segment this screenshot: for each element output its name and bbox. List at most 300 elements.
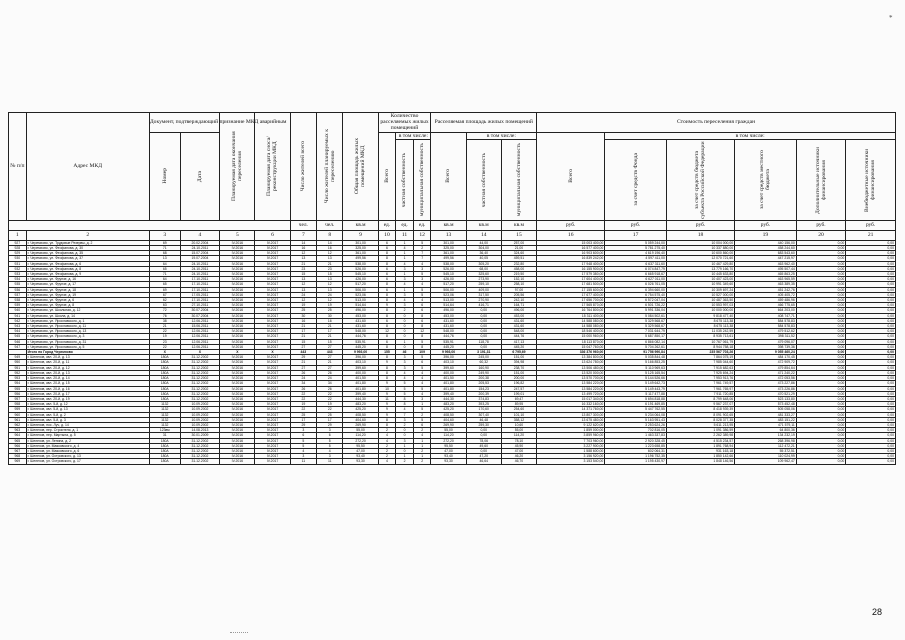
table-cell: 0,00 xyxy=(796,365,846,370)
table-cell: 93,30 xyxy=(431,459,466,464)
table-cell: IV.2017 xyxy=(255,287,290,292)
table-cell: 425,20 xyxy=(343,407,378,412)
table-cell: 444,76 xyxy=(343,334,378,339)
table-cell: 445,20 xyxy=(501,344,536,349)
table-cell: 396,00 xyxy=(343,355,378,360)
table-cell: 49,60 xyxy=(466,443,501,448)
table-cell: 10 487 363,50 xyxy=(666,298,734,303)
header-area-total: Общая площадь жилых помещений МКД xyxy=(343,113,378,221)
table-cell: 68,00 xyxy=(466,266,501,271)
table-cell: 301,00 xyxy=(343,240,378,245)
table-cell: IV.2016 xyxy=(220,454,255,459)
table-cell: 0,00 xyxy=(846,428,896,433)
table-cell: г. Черемхово, ул. Фрунзе, д. 18 xyxy=(26,287,149,292)
table-cell: 466 775,65 xyxy=(735,303,797,308)
table-cell: 3 156 920,00 xyxy=(537,454,605,459)
table-cell: 13 584 220,00 xyxy=(537,381,605,386)
table-cell: 3 xyxy=(396,438,414,443)
table-cell: 180A xyxy=(149,386,180,391)
table-cell: 444,30 xyxy=(343,396,378,401)
table-cell: 5 329 568,67 xyxy=(605,318,667,323)
table-cell: г. Черемхово, ул. Фрунзе, д. 19 xyxy=(26,292,149,297)
table-cell: 7 031 644,79 xyxy=(605,329,667,334)
table-cell: 44,00 xyxy=(466,240,501,245)
table-cell: 2 262 389,98 xyxy=(666,433,734,438)
table-cell: 13 499 720,00 xyxy=(537,391,605,396)
table-cell: 942 xyxy=(9,318,27,323)
table-cell: 26 xyxy=(317,386,343,391)
column-number: 2 xyxy=(26,230,149,240)
table-cell: 952 xyxy=(9,370,27,375)
table-cell: 5 781 275,40 xyxy=(605,246,667,251)
column-number: 14 xyxy=(466,230,501,240)
table-cell: 95,50 xyxy=(431,443,466,448)
table-cell: 2 xyxy=(396,459,414,464)
table-cell: 0,00 xyxy=(846,313,896,318)
table-cell: 180A xyxy=(149,459,180,464)
table-cell: 11 xyxy=(290,459,316,464)
table-cell: 479 854,64 xyxy=(735,365,797,370)
table-cell: 401,80 xyxy=(343,381,378,386)
column-number: 5 xyxy=(220,230,255,240)
table-cell: 0,00 xyxy=(466,428,501,433)
table-cell: 123вм xyxy=(149,428,180,433)
table-cell: 152,10 xyxy=(501,277,536,282)
table-cell: 6 074 847,79 xyxy=(605,266,667,271)
table-cell: 180A xyxy=(149,365,180,370)
table-cell: 78,10 xyxy=(501,438,536,443)
table-cell: 0,00 xyxy=(846,256,896,261)
table-cell: 956 xyxy=(9,391,27,396)
table-header xyxy=(9,113,896,231)
table-cell: IV.2016 xyxy=(220,355,255,360)
table-cell: 10.09.2002 xyxy=(180,422,220,427)
table-cell: 545,10 xyxy=(431,272,466,277)
table-cell: 154,23 xyxy=(466,386,501,391)
table-cell: 16 764 800,00 xyxy=(537,308,605,313)
table-cell: 18 113 870,00 xyxy=(537,339,605,344)
table-cell: 29 xyxy=(290,422,316,427)
table-cell: 15 xyxy=(290,272,316,277)
table-cell: 17 948 400,00 xyxy=(537,261,605,266)
table-cell: 5 035 844,48 xyxy=(605,355,667,360)
table-cell: 2 xyxy=(378,428,396,433)
table-cell: 1132 xyxy=(149,402,180,407)
table-cell: г. Черемхово, ул. Ярославского, д. 5 xyxy=(26,344,149,349)
table-cell: 12 xyxy=(317,298,343,303)
table-cell: IV.2016 xyxy=(220,329,255,334)
table-cell: 483,20 xyxy=(343,402,378,407)
table-cell: X xyxy=(220,350,255,355)
table-cell: IV.2016 xyxy=(220,339,255,344)
table-cell: 2 xyxy=(396,308,414,313)
table-cell: 258,10 xyxy=(501,282,536,287)
table-cell: 14.08.2013 xyxy=(180,428,220,433)
table-cell: 46,64 xyxy=(466,459,501,464)
unit-cell: руб. xyxy=(735,220,797,230)
table-cell: 8 xyxy=(413,334,431,339)
table-cell: 443 xyxy=(290,350,316,355)
table-cell: 151,00 xyxy=(501,355,536,360)
table-cell: IV.2017 xyxy=(255,355,290,360)
table-cell: 7 985 044,60 xyxy=(666,360,734,365)
table-cell: 71 xyxy=(149,246,180,251)
table-cell: 5 166 853,25 xyxy=(605,360,667,365)
header-count-private: частная собственность xyxy=(396,139,414,220)
table-cell: 254,60 xyxy=(501,407,536,412)
table-cell: 399,40 xyxy=(431,391,466,396)
table-cell: г. Черемхово, ул. Ярославского, д. 13 xyxy=(26,329,149,334)
table-cell: 12 xyxy=(290,298,316,303)
table-cell: 31.12.2002 xyxy=(180,381,220,386)
header-planned-date: Планируемая дата окончания переселения xyxy=(220,113,255,221)
table-cell: IV.2016 xyxy=(220,246,255,251)
table-cell: 0,00 xyxy=(846,303,896,308)
table-cell: 26 xyxy=(290,386,316,391)
table-cell: 514,64 xyxy=(343,303,378,308)
table-cell: 6 xyxy=(378,318,396,323)
table-cell: 953 xyxy=(9,376,27,381)
table-cell: 5 xyxy=(413,287,431,292)
table-cell: 506,00 xyxy=(343,287,378,292)
table-cell: 958 xyxy=(9,402,27,407)
table-cell: 458,00 xyxy=(501,266,536,271)
table-cell: 399,60 xyxy=(343,365,378,370)
table-cell: 0,00 xyxy=(846,438,896,443)
table-cell: 2 xyxy=(396,422,414,427)
column-number: 15 xyxy=(501,230,536,240)
table-cell: 2 xyxy=(378,443,396,448)
table-cell: 1 xyxy=(413,454,431,459)
table-cell: 24 xyxy=(317,376,343,381)
table-cell: 3 xyxy=(396,355,414,360)
table-cell: 5 125 165,54 xyxy=(605,370,667,375)
header-residents-planned: Число жителей планируемых к переселению xyxy=(317,113,343,221)
table-cell: 483,20 xyxy=(431,402,466,407)
register-sheet xyxy=(8,112,896,465)
table-cell: 4 515 234,57 xyxy=(666,438,734,443)
table-cell: 21 xyxy=(317,360,343,365)
table-cell: 5 991 336,04 xyxy=(605,308,667,313)
table-cell: 0,00 xyxy=(796,412,846,417)
table-cell: 180A xyxy=(149,448,180,453)
table-cell: 7 911 720,85 xyxy=(666,391,734,396)
table-cell: 0,00 xyxy=(846,448,896,453)
table-cell: IV.2016 xyxy=(220,292,255,297)
table-cell: 22 xyxy=(149,329,180,334)
table-cell: 513,00 xyxy=(343,298,378,303)
table-cell: 1 463 337,83 xyxy=(605,433,667,438)
table-cell: 13 520 000,00 xyxy=(537,370,605,375)
units-row xyxy=(9,220,896,230)
table-cell: 26 xyxy=(290,370,316,375)
table-cell: 19 xyxy=(290,303,316,308)
table-cell: 269,90 xyxy=(431,422,466,427)
table-cell: 0,00 xyxy=(796,438,846,443)
table-cell: 27 xyxy=(290,365,316,370)
table-cell: 1 850 142,66 xyxy=(666,454,734,459)
table-cell: 47,00 xyxy=(501,448,536,453)
table-cell: 0,00 xyxy=(466,433,501,438)
table-cell: 0,00 xyxy=(846,334,896,339)
table-cell: 200,38 xyxy=(466,376,501,381)
table-cell: 4 xyxy=(396,282,414,287)
table-cell: 5 xyxy=(396,381,414,386)
table-cell: 30.07.2004 xyxy=(180,308,220,313)
table-cell: 21 xyxy=(317,261,343,266)
table-cell: IV.2017 xyxy=(255,251,290,256)
table-cell: г. Шелехов, пер. Мартына, д. 5 xyxy=(26,433,149,438)
table-cell: 93,40 xyxy=(343,454,378,459)
header-area-private: частная собственность xyxy=(466,139,501,220)
column-number: 18 xyxy=(666,230,734,240)
table-cell: IV.2017 xyxy=(255,256,290,261)
table-cell: 8 xyxy=(413,344,431,349)
table-cell: IV.2016 xyxy=(220,272,255,277)
table-cell: 13 xyxy=(317,287,343,292)
table-cell: 64 xyxy=(149,277,180,282)
table-cell: IV.2016 xyxy=(220,428,255,433)
column-number: 1 xyxy=(9,230,27,240)
table-cell: 4 xyxy=(290,448,316,453)
table-cell: 12 xyxy=(290,251,316,256)
table-cell: 484 170,45 xyxy=(735,355,797,360)
table-cell: 0,00 xyxy=(796,344,846,349)
table-cell: 10 000 000,00 xyxy=(666,308,734,313)
table-cell: 931 163,18 xyxy=(666,448,734,453)
table-cell: 3 253 624,26 xyxy=(605,422,667,427)
table-cell: г. Шелехов, ул. Островского, д. 17 xyxy=(26,459,149,464)
table-cell: 19 xyxy=(317,402,343,407)
table-cell: 5 704 262,61 xyxy=(605,344,667,349)
table-cell: 7 864 075,19 xyxy=(666,355,734,360)
table-cell: 10 445 633,80 xyxy=(666,272,734,277)
table-cell: 4 xyxy=(413,376,431,381)
table-cell: 0,00 xyxy=(796,422,846,427)
table-cell: 683 543,60 xyxy=(735,251,797,256)
table-cell: 7 xyxy=(396,412,414,417)
table-cell: 31.12.2002 xyxy=(180,386,220,391)
table-cell: 8 xyxy=(378,344,396,349)
table-cell: 6 637 311,60 xyxy=(605,261,667,266)
table-cell: 24 xyxy=(317,292,343,297)
table-cell: 63 xyxy=(149,303,180,308)
unit-cell: ед. xyxy=(396,220,414,230)
table-cell: 15 000 960,00 xyxy=(537,334,605,339)
table-cell: 1 196 752,35 xyxy=(605,454,667,459)
table-cell: 8 xyxy=(378,365,396,370)
table-cell: 358,12 xyxy=(501,417,536,422)
table-cell: 2 xyxy=(413,459,431,464)
table-cell: IV.2017 xyxy=(255,459,290,464)
table-cell: 19.07.2004 xyxy=(180,256,220,261)
table-cell: 68 xyxy=(149,251,180,256)
table-cell: 8 xyxy=(378,355,396,360)
table-cell: 24.10.2011 xyxy=(180,261,220,266)
table-cell: 10 467 429,80 xyxy=(666,261,734,266)
table-cell: 65 xyxy=(149,282,180,287)
table-cell: 1 xyxy=(396,454,414,459)
table-cell: 0,00 xyxy=(846,407,896,412)
table-cell: IV.2016 xyxy=(220,433,255,438)
table-cell: IV.2017 xyxy=(255,272,290,277)
table-cell: 14 xyxy=(290,240,316,245)
table-cell: г. Черемхово, ул. Ярославского, д. 11 xyxy=(26,324,149,329)
table-cell: 16 xyxy=(290,246,316,251)
table-cell: 325,60 xyxy=(466,272,501,277)
table-cell: 965 xyxy=(9,438,27,443)
table-cell: 301,00 xyxy=(431,240,466,245)
table-cell: IV.2016 xyxy=(220,303,255,308)
table-cell: 401,80 xyxy=(431,386,466,391)
table-cell: 9 122 620,00 xyxy=(537,422,605,427)
table-cell: 62 xyxy=(149,298,180,303)
table-cell: 959 xyxy=(9,407,27,412)
table-cell: 0,00 xyxy=(796,318,846,323)
table-cell: 0,00 xyxy=(466,318,501,323)
table-cell: 463 389,35 xyxy=(735,282,797,287)
unit-cell: руб. xyxy=(796,220,846,230)
table-cell: 180A xyxy=(149,370,180,375)
table-cell: 7 xyxy=(413,251,431,256)
table-cell: 545,10 xyxy=(343,272,378,277)
table-cell: 3 xyxy=(413,266,431,271)
table-cell: 15.06.2011 xyxy=(180,324,220,329)
table-cell: 0,00 xyxy=(846,391,896,396)
table-cell: 5 xyxy=(413,292,431,297)
table-cell: 513,00 xyxy=(431,298,466,303)
table-cell: 928 xyxy=(9,246,27,251)
table-cell: 5 xyxy=(413,272,431,277)
table-cell: 0,00 xyxy=(796,370,846,375)
table-cell: 27 xyxy=(317,355,343,360)
table-cell: 22 xyxy=(317,391,343,396)
table-cell: 11 035 242,59 xyxy=(666,329,734,334)
table-cell: 483 151,22 xyxy=(735,417,797,422)
table-cell: 0,00 xyxy=(846,443,896,448)
table-cell: 15 047 760,00 xyxy=(537,344,605,349)
table-cell: 219,50 xyxy=(501,272,536,277)
column-number: 9 xyxy=(343,230,378,240)
table-cell: 3 xyxy=(396,303,414,308)
table-cell: 6 xyxy=(290,433,316,438)
table-cell: 31.12.2002 xyxy=(180,391,220,396)
table-cell: 0,00 xyxy=(846,459,896,464)
table-cell: 12 xyxy=(317,282,343,287)
table-cell: 0,00 xyxy=(796,376,846,381)
table-cell: 0,00 xyxy=(846,355,896,360)
table-cell: 6 xyxy=(378,240,396,245)
table-cell: 114,20 xyxy=(501,433,536,438)
table-cell: 6 xyxy=(413,422,431,427)
table-cell: 417,13 xyxy=(501,339,536,344)
table-cell: 5 xyxy=(290,438,316,443)
table-cell: 26 xyxy=(317,370,343,375)
table-cell: 2 xyxy=(413,448,431,453)
table-cell: 0,00 xyxy=(846,412,896,417)
table-cell: 17 604 400,00 xyxy=(537,277,605,282)
table-cell: 8 028 377,35 xyxy=(666,417,734,422)
table-cell: 31 xyxy=(149,433,180,438)
table-cell: 400,00 xyxy=(431,370,466,375)
table-cell: 95,50 xyxy=(343,443,378,448)
table-cell: 5 xyxy=(413,240,431,245)
table-cell: 361,00 xyxy=(343,251,378,256)
unit-cell: руб. xyxy=(666,220,734,230)
table-cell: 47,00 xyxy=(343,448,378,453)
table-cell: 0,00 xyxy=(846,261,896,266)
table-cell: 0,00 xyxy=(846,422,896,427)
table-cell: 399,40 xyxy=(343,391,378,396)
table-cell: 6 xyxy=(378,266,396,271)
header-residents-total: Число жителей всего xyxy=(290,113,316,221)
header-address: Адрес МКД xyxy=(26,113,149,221)
unit-cell: руб. xyxy=(605,220,667,230)
table-cell: 5 694 818,88 xyxy=(605,396,667,401)
table-cell: 1 xyxy=(413,443,431,448)
table-cell: 5 687 850,17 xyxy=(605,334,667,339)
header-cost-group: Стоимость переселения граждан xyxy=(537,113,896,133)
table-cell: 0,00 xyxy=(846,365,896,370)
table-row xyxy=(9,459,896,464)
table-cell: г. Шелехов, квл. 5-й, д. 13 xyxy=(26,407,149,412)
table-cell: 11 xyxy=(317,459,343,464)
table-cell: 5 xyxy=(413,386,431,391)
table-cell: 2 xyxy=(413,412,431,417)
table-cell: 940 xyxy=(9,308,27,313)
table-cell: 30 xyxy=(317,313,343,318)
table-cell: 17 xyxy=(290,329,316,334)
table-cell: IV.2016 xyxy=(220,381,255,386)
table-cell: 702 816,05 xyxy=(605,428,667,433)
table-cell: 8 944 758,18 xyxy=(666,344,734,349)
column-numbers-row xyxy=(9,230,896,240)
table-cell: 24.10.2011 xyxy=(180,272,220,277)
table-cell: 9 055 460,24 xyxy=(735,350,797,355)
table-cell: 97,00 xyxy=(501,287,536,292)
table-cell: 453,00 xyxy=(501,313,536,318)
table-cell: 1 891 768,94 xyxy=(666,443,734,448)
table-cell: г. Черемхово, ул. Ярославского, д. 1 xyxy=(26,318,149,323)
table-cell: 4 xyxy=(413,261,431,266)
table-cell: 10.09.2002 xyxy=(180,407,220,412)
table-cell: г. Черемхово, ул. Феофанова, д. 35 xyxy=(26,251,149,256)
table-cell: 25 xyxy=(317,412,343,417)
table-cell: 8 xyxy=(378,261,396,266)
table-cell: 3 xyxy=(317,454,343,459)
table-cell: 17 579 380,00 xyxy=(537,272,605,277)
table-cell: 5 149 443,79 xyxy=(605,386,667,391)
table-cell: 0,00 xyxy=(846,266,896,271)
table-cell: IV.2017 xyxy=(255,282,290,287)
table-cell: 10 553 997,03 xyxy=(666,303,734,308)
table-cell: IV.2016 xyxy=(220,334,255,339)
table-cell: IV.2017 xyxy=(255,298,290,303)
table-cell: 22 xyxy=(290,396,316,401)
table-cell: 473 226,86 xyxy=(735,386,797,391)
table-cell: 31.12.2002 xyxy=(180,454,220,459)
table-cell: 21 xyxy=(317,324,343,329)
table-cell: 6 xyxy=(413,360,431,365)
table-cell: 10 767 061,79 xyxy=(666,339,734,344)
table-cell: 8 xyxy=(378,313,396,318)
table-cell: 7 961 765,97 xyxy=(666,386,734,391)
table-cell: 0,00 xyxy=(796,266,846,271)
table-cell: г. Шелехов, квл. 5-й, д. 3 xyxy=(26,417,149,422)
table-cell: IV.2016 xyxy=(220,370,255,375)
table-cell: 5 xyxy=(396,386,414,391)
table-cell: 472 053,56 xyxy=(735,376,797,381)
